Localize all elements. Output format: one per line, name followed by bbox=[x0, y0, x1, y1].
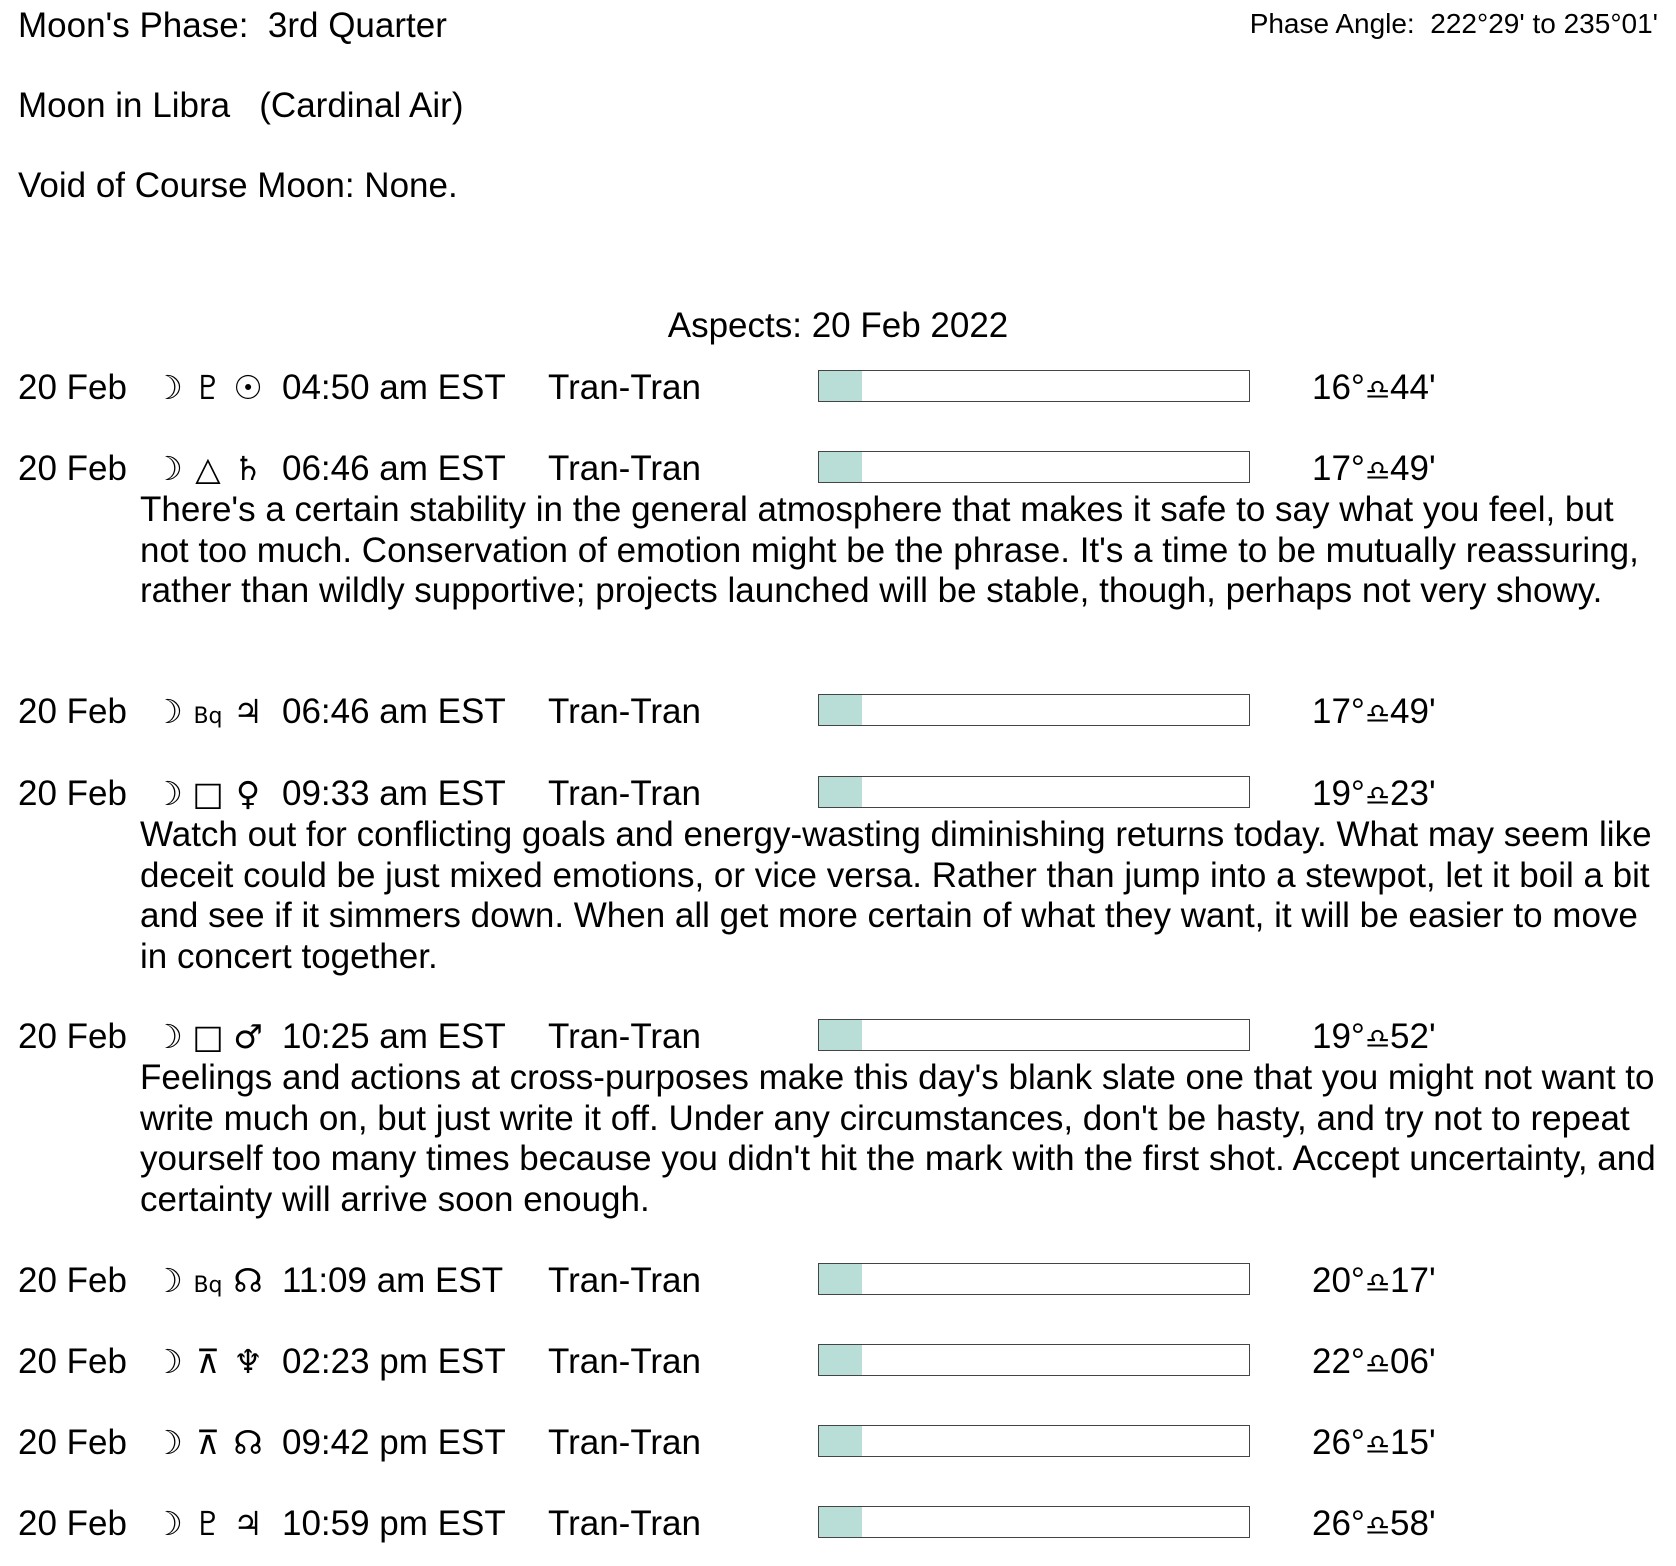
moon-phase-label: Moon's Phase: bbox=[18, 6, 249, 45]
libra-icon: ♎ bbox=[1364, 1266, 1391, 1299]
mars-icon: ♂ bbox=[233, 1017, 263, 1056]
position-minutes: 23' bbox=[1390, 774, 1436, 813]
aspect-glyphs bbox=[148, 1423, 268, 1462]
aspect-time: 10:25 am EST bbox=[282, 1017, 506, 1056]
aspect-position bbox=[1312, 692, 1436, 732]
aspect-glyphs bbox=[148, 1017, 268, 1056]
aspect-row bbox=[0, 1504, 1676, 1548]
libra-icon: ♎ bbox=[1364, 697, 1391, 730]
aspect-glyphs bbox=[148, 1261, 268, 1300]
strength-bar-fill bbox=[819, 371, 862, 401]
aspect-date: 20 Feb bbox=[18, 368, 127, 407]
aspect-glyphs bbox=[148, 449, 268, 488]
jupiter-icon: ♃ bbox=[233, 1504, 263, 1543]
aspect-type: Tran-Tran bbox=[548, 1261, 701, 1300]
moon-icon: ☽ bbox=[153, 449, 183, 488]
trine-icon: △ bbox=[195, 449, 221, 488]
aspect-position bbox=[1312, 1017, 1436, 1057]
strength-bar-fill bbox=[819, 1507, 862, 1537]
aspect-position bbox=[1312, 368, 1436, 408]
aspect-date: 20 Feb bbox=[18, 1342, 127, 1381]
aspect-type: Tran-Tran bbox=[548, 774, 701, 813]
north-node-icon: ☊ bbox=[233, 1261, 263, 1300]
aspect-interpretation: Feelings and actions at cross-purposes make this day's blank slate one that you might not want to write much on, but just write it off. Under any circumstances, don't be hasty, and try not to repeat yourself too many times because you didn't hit the mark with the first shot. Accept uncertainty, and certainty will arrive soon enough. bbox=[140, 1058, 1656, 1219]
position-minutes: 52' bbox=[1390, 1017, 1436, 1056]
aspect-time: 06:46 am EST bbox=[282, 449, 506, 488]
libra-icon: ♎ bbox=[1364, 779, 1391, 812]
aspect-glyphs bbox=[148, 1504, 268, 1543]
strength-bar-fill bbox=[819, 1020, 862, 1050]
libra-icon: ♎ bbox=[1364, 1022, 1391, 1055]
aspect-interpretation: Watch out for conflicting goals and energy-wasting diminishing returns today. What may seem like deceit could be just mixed emotions, or vice versa. Rather than jump into a stewpot, let it boil a bit and see if it simmers down. When all get more certain of what they want, it will be easier to move in concert together. bbox=[140, 815, 1652, 976]
position-degree: 26° bbox=[1312, 1504, 1365, 1543]
aspect-position bbox=[1312, 1423, 1436, 1463]
aspect-glyphs bbox=[148, 1342, 268, 1381]
aspect-row bbox=[0, 1261, 1676, 1305]
quincunx-icon: ⊼ bbox=[195, 1342, 221, 1381]
libra-icon: ♎ bbox=[1364, 454, 1391, 487]
position-minutes: 44' bbox=[1390, 368, 1436, 407]
aspect-time: 02:23 pm EST bbox=[282, 1342, 506, 1381]
phase-angle bbox=[1250, 8, 1658, 40]
aspect-type: Tran-Tran bbox=[548, 1423, 701, 1462]
position-degree: 17° bbox=[1312, 449, 1365, 488]
aspect-row bbox=[0, 1342, 1676, 1386]
moon-phase bbox=[18, 6, 447, 46]
aspect-interpretation: There's a certain stability in the general atmosphere that makes it safe to say what you feel, but not too much. Conservation of emotion might be the phrase. It's a time to be mutually reassuring, rather than wildly supportive; projects launched will be stable, though, perhaps not very showy. bbox=[140, 490, 1639, 610]
position-degree: 17° bbox=[1312, 692, 1365, 731]
aspect-row bbox=[0, 1017, 1676, 1061]
aspect-type: Tran-Tran bbox=[548, 368, 701, 407]
strength-bar bbox=[818, 776, 1250, 808]
strength-bar-fill bbox=[819, 777, 862, 807]
aspect-position bbox=[1312, 1261, 1436, 1301]
libra-icon: ♎ bbox=[1364, 373, 1391, 406]
position-degree: 26° bbox=[1312, 1423, 1365, 1462]
aspect-type: Tran-Tran bbox=[548, 692, 701, 731]
aspect-position bbox=[1312, 1342, 1436, 1382]
void-of-course: Void of Course Moon: None. bbox=[18, 166, 458, 205]
moon-icon: ☽ bbox=[153, 774, 183, 813]
aspect-glyphs bbox=[148, 774, 268, 813]
aspect-row bbox=[0, 774, 1676, 818]
aspect-position bbox=[1312, 1504, 1436, 1544]
strength-bar bbox=[818, 694, 1250, 726]
libra-icon: ♎ bbox=[1364, 1347, 1391, 1380]
aspect-time: 09:33 am EST bbox=[282, 774, 506, 813]
moon-sign bbox=[18, 86, 464, 126]
aspect-row bbox=[0, 1423, 1676, 1467]
sun-icon: ☉ bbox=[233, 368, 263, 407]
position-degree: 16° bbox=[1312, 368, 1365, 407]
strength-bar-fill bbox=[819, 1264, 862, 1294]
aspect-glyphs bbox=[148, 368, 268, 407]
position-degree: 19° bbox=[1312, 1017, 1365, 1056]
aspect-date: 20 Feb bbox=[18, 692, 127, 731]
aspect-type: Tran-Tran bbox=[548, 1504, 701, 1543]
aspect-date: 20 Feb bbox=[18, 1017, 127, 1056]
moon-icon: ☽ bbox=[153, 1342, 183, 1381]
venus-icon: ♀ bbox=[235, 774, 261, 813]
position-minutes: 17' bbox=[1390, 1261, 1436, 1300]
strength-bar bbox=[818, 1019, 1250, 1051]
aspect-date: 20 Feb bbox=[18, 449, 127, 488]
position-degree: 19° bbox=[1312, 774, 1365, 813]
phase-angle-value: 222°29' to 235°01' bbox=[1430, 8, 1658, 39]
biquintile-icon: Bq bbox=[193, 704, 223, 729]
aspect-date: 20 Feb bbox=[18, 1504, 127, 1543]
position-minutes: 15' bbox=[1390, 1423, 1436, 1462]
strength-bar-fill bbox=[819, 1426, 862, 1456]
position-minutes: 06' bbox=[1390, 1342, 1436, 1381]
aspect-time: 09:42 pm EST bbox=[282, 1423, 506, 1462]
moon-icon: ☽ bbox=[153, 1261, 183, 1300]
parallel-icon: ♇ bbox=[193, 368, 223, 407]
strength-bar bbox=[818, 370, 1250, 402]
aspect-row bbox=[0, 692, 1676, 736]
position-minutes: 58' bbox=[1390, 1504, 1436, 1543]
aspect-glyphs bbox=[148, 692, 268, 731]
aspect-position bbox=[1312, 774, 1436, 814]
strength-bar bbox=[818, 1344, 1250, 1376]
moon-sign-text: Moon in Libra bbox=[18, 86, 231, 125]
jupiter-icon: ♃ bbox=[233, 692, 263, 731]
aspect-date: 20 Feb bbox=[18, 1423, 127, 1462]
parallel-icon: ♇ bbox=[193, 1504, 223, 1543]
aspect-position bbox=[1312, 449, 1436, 489]
position-degree: 20° bbox=[1312, 1261, 1365, 1300]
square-icon: □ bbox=[192, 1017, 224, 1056]
aspect-time: 11:09 am EST bbox=[282, 1261, 504, 1300]
strength-bar-fill bbox=[819, 1345, 862, 1375]
phase-angle-label: Phase Angle: bbox=[1249, 8, 1415, 39]
moon-icon: ☽ bbox=[153, 1504, 183, 1543]
strength-bar-fill bbox=[819, 695, 862, 725]
moon-icon: ☽ bbox=[153, 1423, 183, 1462]
moon-icon: ☽ bbox=[153, 1017, 183, 1056]
aspect-time: 04:50 am EST bbox=[282, 368, 506, 407]
aspect-row bbox=[0, 449, 1676, 493]
strength-bar bbox=[818, 1506, 1250, 1538]
libra-icon: ♎ bbox=[1364, 1509, 1391, 1542]
strength-bar bbox=[818, 1263, 1250, 1295]
aspect-type: Tran-Tran bbox=[548, 1342, 701, 1381]
north-node-icon: ☊ bbox=[233, 1423, 263, 1462]
biquintile-icon: Bq bbox=[193, 1273, 223, 1298]
strength-bar-fill bbox=[819, 452, 862, 482]
square-icon: □ bbox=[192, 774, 224, 813]
moon-sign-quality: (Cardinal Air) bbox=[259, 86, 464, 125]
aspect-time: 10:59 pm EST bbox=[282, 1504, 506, 1543]
aspect-type: Tran-Tran bbox=[548, 449, 701, 488]
aspect-date: 20 Feb bbox=[18, 1261, 127, 1300]
position-minutes: 49' bbox=[1390, 692, 1436, 731]
aspects-title: Aspects: 20 Feb 2022 bbox=[667, 306, 1009, 345]
aspect-time: 06:46 am EST bbox=[282, 692, 506, 731]
aspect-type: Tran-Tran bbox=[548, 1017, 701, 1056]
moon-icon: ☽ bbox=[153, 692, 183, 731]
saturn-icon: ♄ bbox=[233, 449, 263, 488]
quincunx-icon: ⊼ bbox=[195, 1423, 221, 1462]
moon-icon: ☽ bbox=[153, 368, 183, 407]
libra-icon: ♎ bbox=[1364, 1428, 1391, 1461]
strength-bar bbox=[818, 1425, 1250, 1457]
strength-bar bbox=[818, 451, 1250, 483]
aspect-row bbox=[0, 368, 1676, 412]
moon-phase-value: 3rd Quarter bbox=[267, 6, 447, 45]
aspect-date: 20 Feb bbox=[18, 774, 127, 813]
neptune-icon: ♆ bbox=[233, 1342, 263, 1381]
position-minutes: 49' bbox=[1390, 449, 1436, 488]
position-degree: 22° bbox=[1312, 1342, 1365, 1381]
